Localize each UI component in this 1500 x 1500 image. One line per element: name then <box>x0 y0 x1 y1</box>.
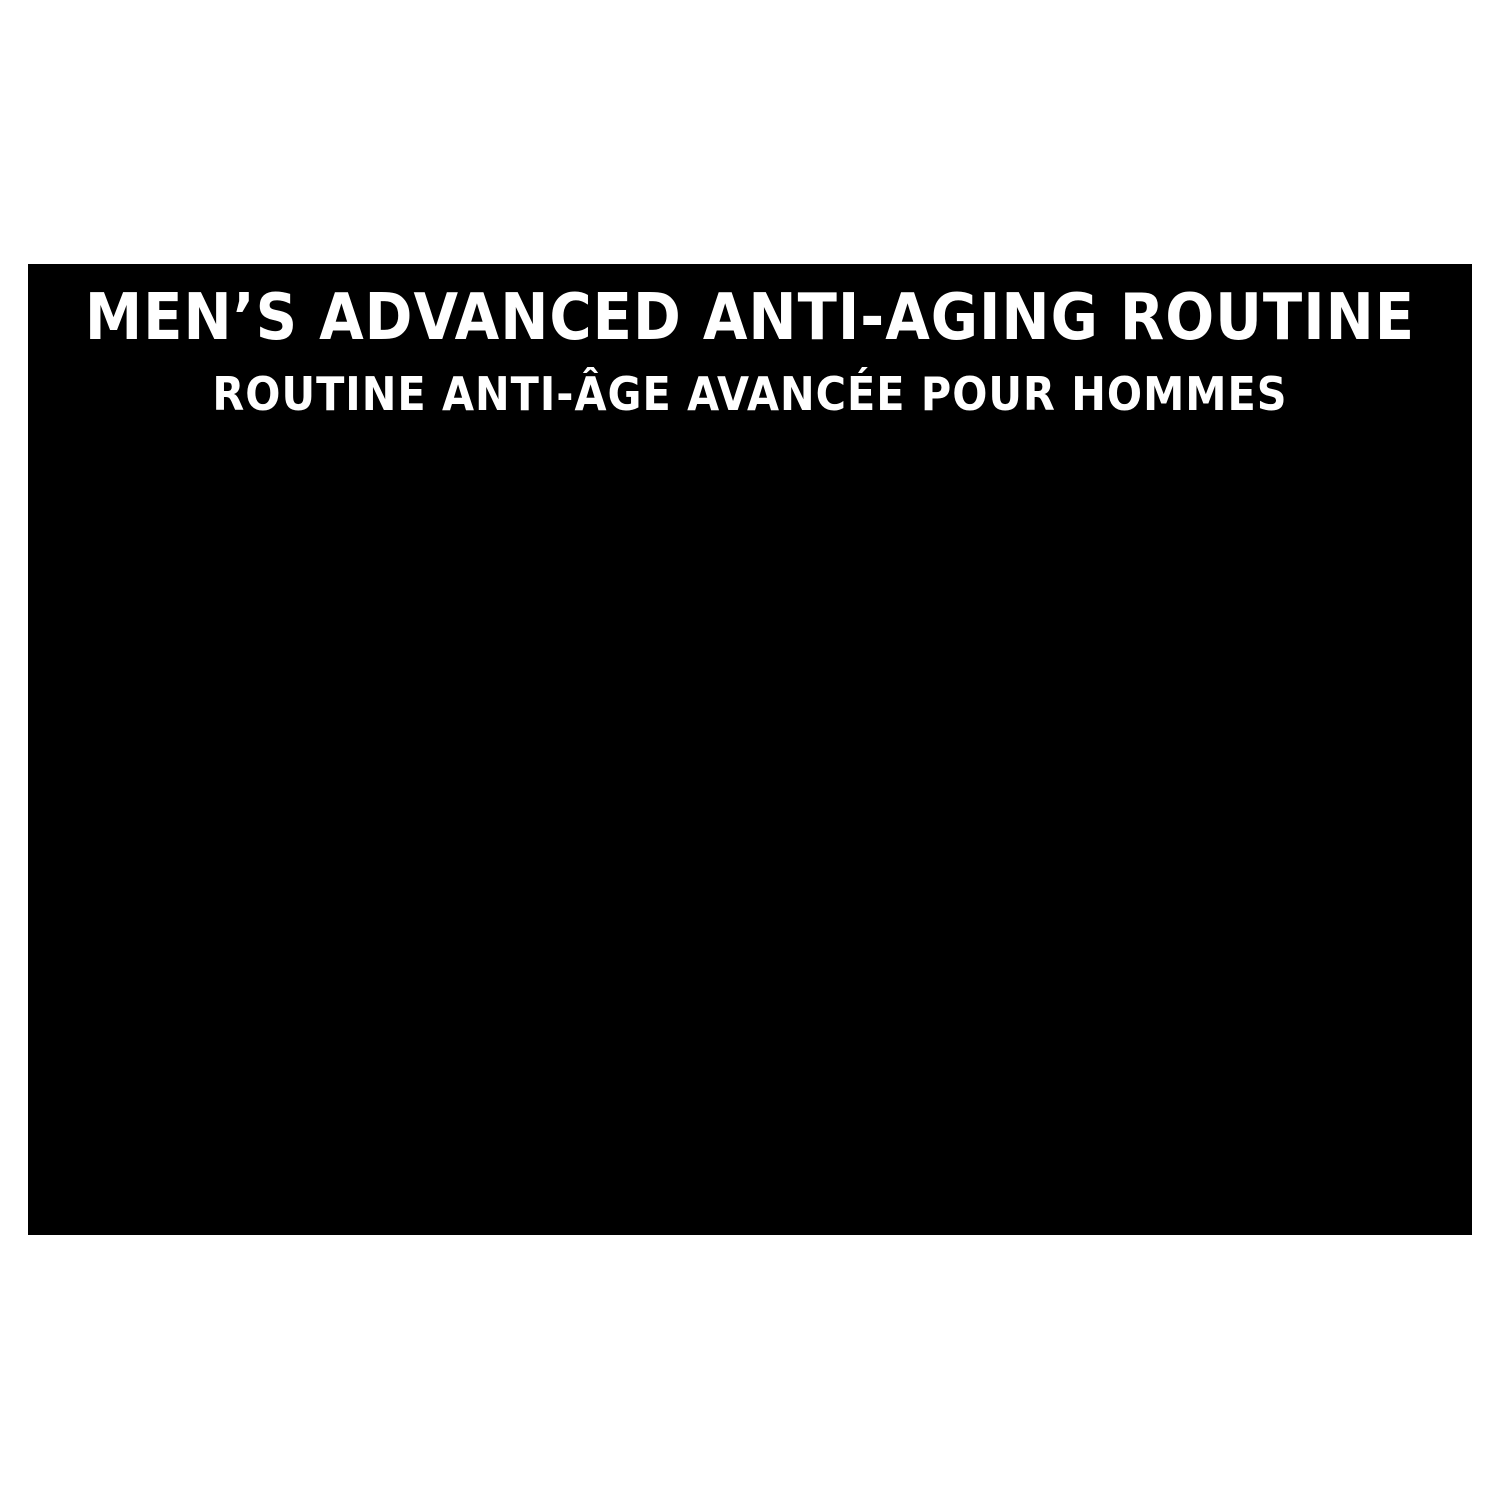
english-directions-heading: Directions: <box>46 676 194 704</box>
french-step-1-label: D’abord: <box>768 752 886 780</box>
english-step-3 <box>46 989 720 1105</box>
english-step-3-label: Step 3: <box>46 989 147 1017</box>
french-step-2-label: Ensuite: <box>768 972 879 1000</box>
title-english: MEN’S ADVANCED ANTI-AGING ROUTINE <box>84 281 1416 355</box>
title-french: ROUTINE ANTI-ÂGE AVANCÉE POUR HOMMES <box>212 367 1288 421</box>
french-step-1-text: Avant de vous coucher, appliquez une noisette de notre Sérum Réparateur Vitamine C sur tout le visage pour permettre aux cellules souches végétales, l'acide hyaluronique et la vitamine C de pénétrer dans les cellules de la peau pour réduire l'inflammation, ralentir la maturation cellulaire et réparer les cellules de la peau endommagées. <box>768 752 1450 954</box>
english-intro: In need of the most powerful men's anti-aging system on the market? Look no further. These three products work together to deliver a powerful anti-aging routine that smooths wrinkles, fights inflammation, repairs damaged skin cells, firms the face, and brightens the eyes. For all skin types. <box>46 488 720 661</box>
english-step-2-text: Next, apply a blueberry-sized amount of our Revitalizing Anti-Aging Cream to lift and firm your skin as you sleep. <box>46 885 720 971</box>
english-step-2-label: Step 2: <box>46 885 148 913</box>
french-step-3 <box>768 1076 1450 1192</box>
english-step-2 <box>46 885 720 972</box>
english-step-1 <box>46 723 720 868</box>
english-column <box>46 488 720 1122</box>
french-directions-heading: Mode d’emploi: <box>768 705 978 733</box>
french-step-2-text: Appliquez une quantité de la taille d’une myrtille de notre Crème Anti-âge Revitalisante pour lifter et raffermir votre peau pendant votre sommeil. <box>768 972 1450 1058</box>
french-step-3-text: Enfin, appliquez une petite quantité de notre Baume Restauratif Contour des Yeux pour lisser les rides et les ridules autour des yeux, en créant un visage frais et vitalisé sans poches ou cernes le matin. <box>768 1076 1450 1191</box>
english-step-1-text: Before bed, apply a pea-sized amount of our Repairing Vitamin C Serum all over the face to allow plant stem cells, hyaluronic acid, & Vitamin C to penetrate your skin cells to reduce inflammation, slow down cell maturation, and repair damaged skin cells. <box>46 723 720 867</box>
french-step-1 <box>768 752 1450 955</box>
english-step-1-label: Step 1: <box>46 723 147 751</box>
french-step-3-label: Puis: <box>768 1076 835 1104</box>
french-step-2 <box>768 972 1450 1059</box>
french-intro: En besoin d’un des systèmes le plus puissant d’anti-âge pour hommes sur le marché? Ne cherchez pas plus loin. Ces trois produits travaillent ensemble pour délivrer une routine puissante anti-âge qui lisse les rides, combat l’inflammation, répare les cellules endommagées de la peau, raffermit la peau du visage et éclaire les yeux. Pour tous les types de peau. <box>768 488 1450 690</box>
english-step-3-text: AM & PM, use the tip of your index finger to apply a pea-sized amount of Restoring Eye Cream below and around the eye (including the upper cheek bone) to reduce fine lines, puffiness, and dark circles. <box>46 989 720 1104</box>
french-column <box>768 488 1450 1209</box>
